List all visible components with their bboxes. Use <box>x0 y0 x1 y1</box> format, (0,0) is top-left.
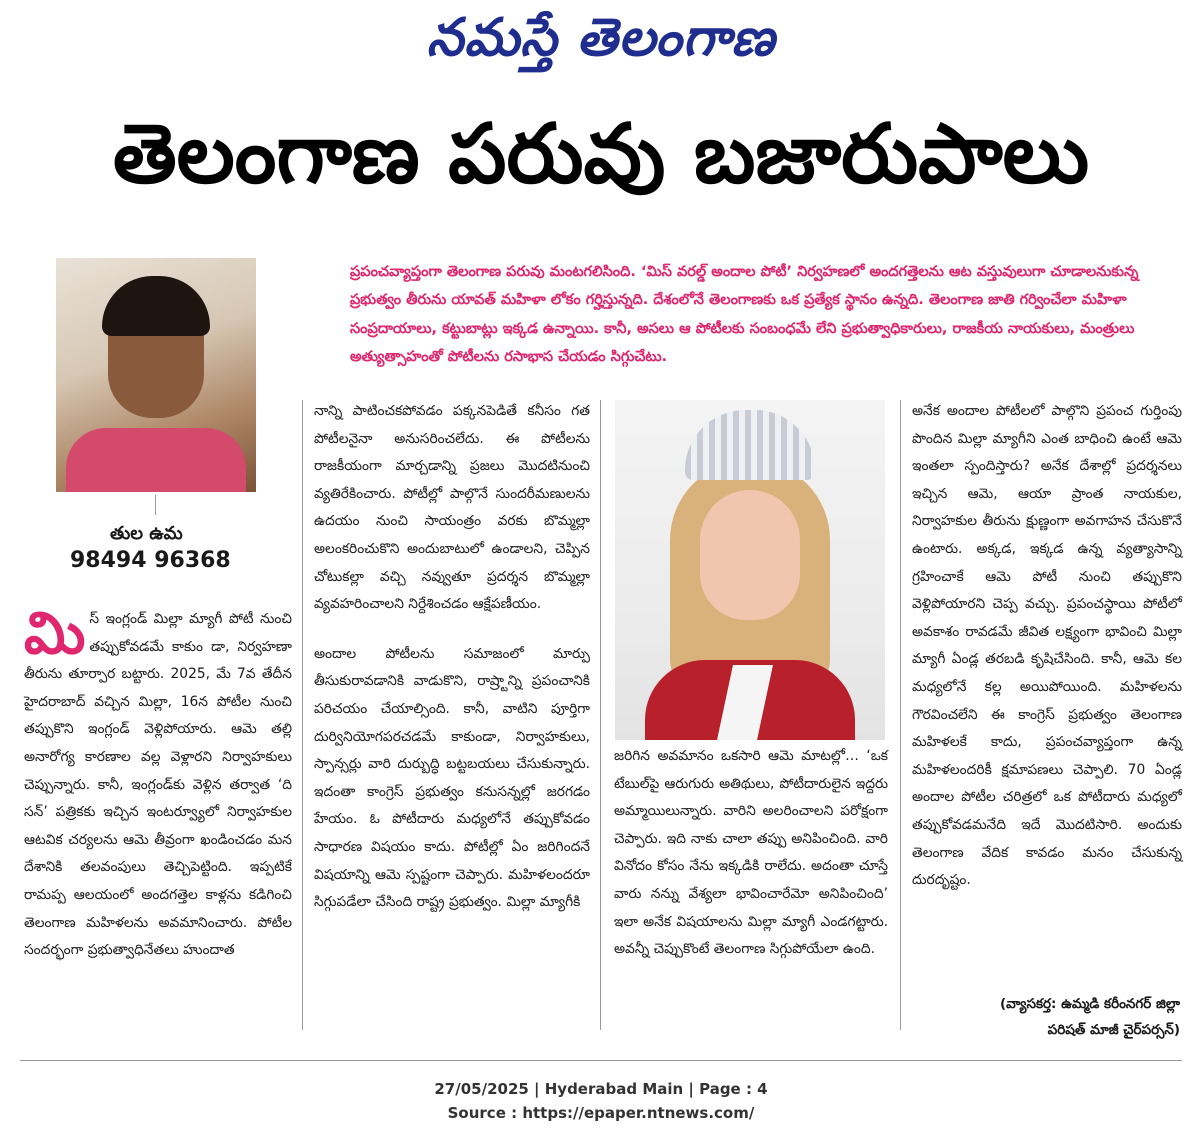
author-connector-line <box>155 495 156 515</box>
model-photo-face <box>700 490 800 620</box>
column-1-paragraph: స్ ఇంగ్లండ్ మిల్లా మ్యాగీ పోటీ నుంచి తప్పుకోవడమే కాకుం డా, నిర్వహణా తీరును తూర్పార బట్టారు. 2025, మే 7వ తేదీన హైదరాబాద్ వచ్చిన మిల్లా, 16న పోటీల నుంచి తప్పుకొని ఇంగ్లండ్ వెళ్లిపోయారు. ఆమె తల్లి అనారోగ్య కారణాల వల్ల వెళ్లారని నిర్వాహకులు చెప్పున్నారు. కానీ, ఇంగ్లండ్‌కు వెళ్లిన తర్వాత ‘ది సన్’ పత్రికకు ఇచ్చిన ఇంటర్వ్యూలో నిర్వాహకుల ఆటవిక చర్యలను ఆమె తీవ్రంగా ఖండించడం మన దేశానికి తలవంపులు తెచ్చిపెట్టింది. ఇప్పటికే రామప్ప ఆలయంలో అందగత్తెల కాళ్లను కడిగించి తెలంగాణ మహిళలను అవమానించారు. పోటీల సందర్భంగా ప్రభుత్వాధినేతలు హుందాత <box>24 611 292 959</box>
author-photo <box>56 258 256 492</box>
byline-line-1: (వ్యాసకర్త: ఉమ్మడి కరీంనగర్ జిల్లా <box>999 996 1180 1012</box>
column-divider-1 <box>302 400 303 1030</box>
article-column-1 <box>24 599 292 979</box>
author-photo-saree <box>66 428 246 492</box>
column-4-paragraph: అనేక అందాల పోటీలలో పాల్గొని ప్రపంచ గుర్తింపు పొందిన మిల్లా మ్యాగీని ఎంత బాధించి ఉంటే ఆమె ఇంతలా స్పందిస్తారు? అనేక దేశాల్లో ప్రదర్శనలు ఇచ్చిన ఆమె, ఆయా ప్రాంత నాయకుల, నిర్వాహకుల తీరును క్షుణ్ణంగా అవగాహన చేసుకొనే ఉంటారు. అక్కడ, ఇక్కడ ఉన్న వ్యత్యాసాన్ని గ్రహించాకే ఆమె పోటీ నుంచి తప్పుకొని వెళ్లిపోయారని చెప్ప వచ్చు. ప్రపంచస్థాయి పోటీలో అవకాశం రావడమే జీవిత లక్ష్యంగా భావించి మిల్లా మ్యాగీ ఏండ్ల తరబడి కృషిచేసింది. కానీ, ఆమె కల మధ్యలోనే కల్ల అయిపోయింది. మహిళలను గౌరవించలేని ఈ కాంగ్రెస్ ప్రభుత్వం తెలంగాణ మహిళలకే కాదు, ప్రపంచవ్యాప్తంగా ఉన్న మహిళలందరికీ క్షమాపణలు చెప్పాలి. 70 ఏండ్ల అందాల పోటీల చరిత్రలో ఒక పోటీదారు మధ్యలో తప్పుకోవడమనేది ఇదే మొదటిసారి. అందుకు తెలంగాణ వేదిక కావడం మనం చేసుకున్న దురదృష్టం. <box>912 403 1182 889</box>
lede-paragraph: ప్రపంచవ్యాప్తంగా తెలంగాణ పరువు మంటగలిసింది. ‘మిస్ వరల్డ్ అందాల పోటీ’ నిర్వహణలో అందగత్తెలను ఆట వస్తువులుగా చూడాలనుకున్న ప్రభుత్వం తీరును యావత్ మహిళా లోకం గర్హిస్తున్నది. దేశంలోనే తెలంగాణకు ఒక ప్రత్యేక స్థానం ఉన్నది. తెలంగాణ జాతి గర్వించేలా మహిళా సంప్రదాయాలు, కట్టుబాట్లు ఇక్కడ ఉన్నాయి. కానీ, అసలు ఆ పోటీలకు సంబంధమే లేని ప్రభుత్వాధికారులు, రాజకీయ నాయకులు, మంత్రులు అత్యుత్సాహంతో పోటీలను రసాభాస చేయడం సిగ్గుచేటు. <box>350 264 1139 366</box>
byline-line-2: పరిషత్ మాజీ చైర్‌పర్సన్) <box>1047 1022 1180 1038</box>
column-divider-2 <box>600 400 601 1030</box>
footer-source-link[interactable]: Source : https://epaper.ntnews.com/ <box>447 1104 755 1122</box>
masthead-logo: నమస్తే తెలంగాణ <box>426 8 776 68</box>
article-column-3 <box>614 743 888 978</box>
dropcap-letter: మి <box>24 599 86 667</box>
footer-date-edition: 27/05/2025 | Hyderabad Main | Page : 4 <box>434 1080 768 1098</box>
article-column-2 <box>314 398 590 931</box>
crown-shape <box>685 410 815 480</box>
column-2-paragraph-2: అందాల పోటీలను సమాజంలో మార్పు తీసుకురావడానికి వాడుకొని, రాష్ర్టాన్ని ప్రపంచానికి పరిచయం చేయాల్సింది. కానీ, వాటిని పూర్తిగా దుర్వినియోగపరచడమే కాకుండా, నిర్వాహకులు, స్పాన్సర్లు వారి దుర్బుద్ధి బట్టబయలు చేసుకున్నారు. ఇదంతా కాంగ్రెస్ ప్రభుత్వం కనుసన్నల్లో జరగడం హేయం. ఓ పోటీదారు మధ్యలోనే తప్పుకోవడం సాధారణ విషయం కాదు. పోటీల్లో ఏం జరిగిందనే విషయాన్ని ఆమె స్పష్టంగా చెప్పారు. మహిళలందరూ సిగ్గుపడేలా చేసింది రాష్ట్ర ప్రభుత్వం. మిల్లా మ్యాగీకి <box>314 645 590 911</box>
column-3-paragraph: జరిగిన అవమానం ఒకసారి ఆమె మాటల్లో… ‘ఒక టేబుల్‌పై ఆరుగురు అతిథులు, పోటీదారులైన ఇద్దరు అమ్మాయిలున్నారు. వారిని అలరించాలని పరోక్షంగా చెప్పారు. ఇది నాకు చాలా తప్పు అనిపించింది. వారి వినోదం కోసం నేను ఇక్కడికి రాలేదు. అదంతా చూస్తే వారు నన్ను వేశ్యలా భావించారేమో అనిపించింది’ ఇలా అనేక విషయాలను మిల్లా మ్యాగీ ఎండగట్టారు. అవన్నీ చెప్పుకొంటే తెలంగాణ సిగ్గుపోయేలా ఉంది. <box>614 748 888 958</box>
column-divider-3 <box>900 400 901 1030</box>
footer-divider <box>20 1060 1182 1061</box>
miss-england-photo <box>615 400 885 740</box>
author-photo-hair <box>102 276 210 336</box>
article-column-4 <box>912 398 1182 909</box>
headline: తెలంగాణ పరువు బజారుపాలు <box>112 107 1090 202</box>
column-2-paragraph-1: నాన్ని పాటించకపోవడం పక్కనపెడితే కనీసం గత పోటీలనైనా అనుసరించలేదు. ఈ పోటీలను రాజకీయంగా మార్చడాన్ని ప్రజలు మొదటినుంచి వ్యతిరేకించారు. పోటీల్లో పాల్గొనే సుందరీమణులను ఉదయం నుంచి సాయంత్రం వరకు బొమ్మల్లా అలంకరించుకొని అందుబాటులో ఉండాలని, చెప్పిన చోటుకల్లా వచ్చి నవ్వుతూ ప్రదర్శన బొమ్మల్లా వ్యవహరించాలని నిర్దేశించడం ఆక్షేపణీయం. <box>314 403 590 613</box>
author-name: తుల ఉమ <box>110 523 183 544</box>
author-phone: 98494 96368 <box>70 548 231 573</box>
